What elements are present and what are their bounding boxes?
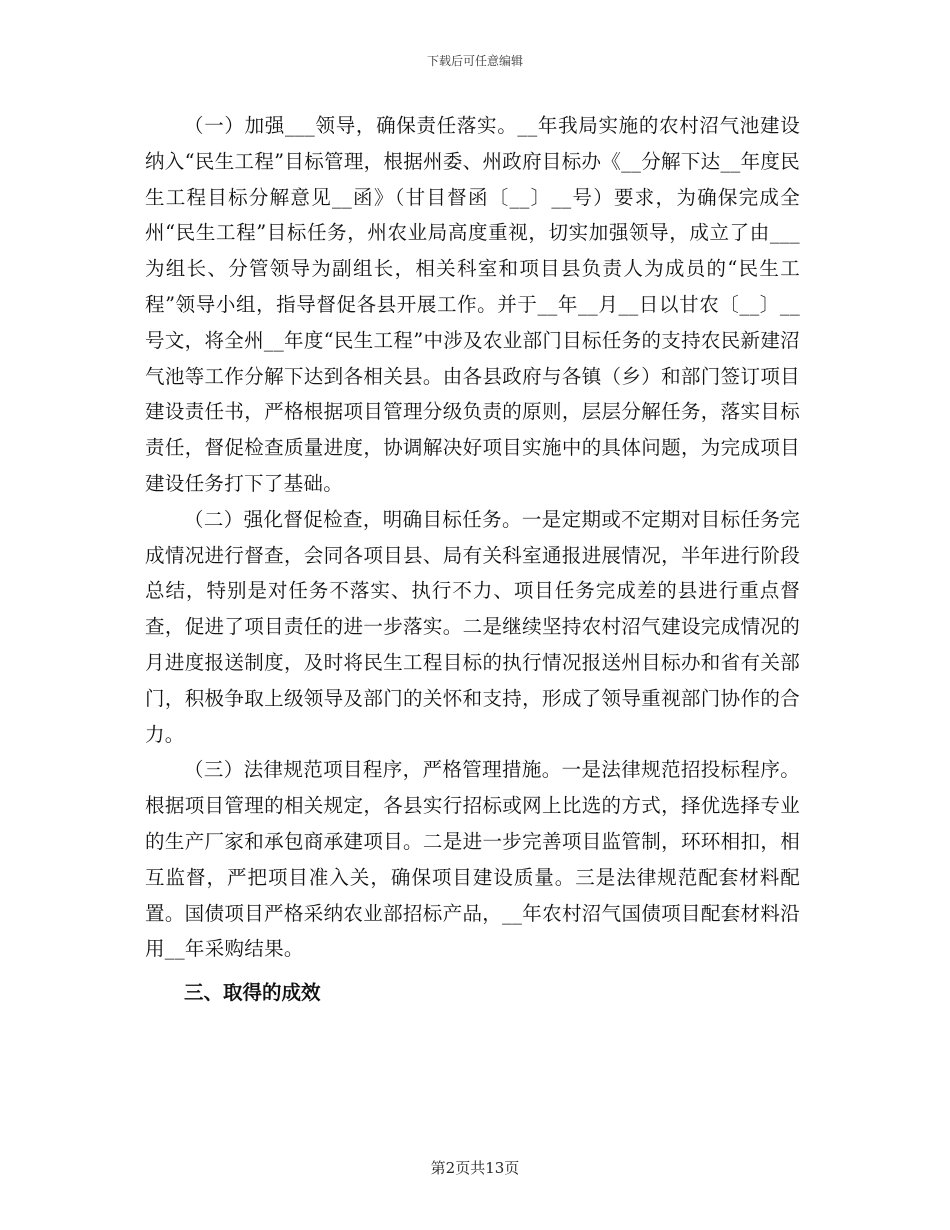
paragraph-project-procedures: （三）法律规范项目程序，严格管理措施。一是法律规范招投标程序。根据项目管理的相关规定，各县实行招标或网上比选的方式，择优选择专业的生产厂家和承包商承建项目。二是进一步完善项目监管制，环环相扣，相互监督，严把项目准入关，确保项目建设质量。三是法律规范配套材料配置。国债项目严格采纳农业部招标产品，__年农村沼气国债项目配套材料沿用__年采购结果。 [145, 758, 800, 961]
page-header: 下载后可任意编辑 [426, 54, 523, 68]
page-footer: 第2页共13页 [430, 1159, 520, 1177]
paragraph-supervision-inspection: （二）强化督促检查，明确目标任务。一是定期或不定期对目标任务完成情况进行督查，会同各项目县、局有关科室通报进展情况，半年进行阶段总结，特别是对任务不落实、执行不力、项目任务完成差的县进行重点督查，促进了项目责任的进一步落实。二是继续坚持农村沼气建设完成情况的月进度报送制度，及时将民生工程目标的执行情况报送州目标办和省有关部门，积极争取上级领导及部门的关怀和支持，形成了领导重视部门协作的合力。 [145, 507, 800, 746]
paragraph-strengthen-leadership: （一）加强___领导，确保责任落实。__年我局实施的农村沼气池建设纳入“民生工程”目标管理，根据州委、州政府目标办《__分解下达__年度民生工程目标分解意见__函》（甘目督函〔__〕__号）要求，为确保完成全州“民生工程”目标任务，州农业局高度重视，切实加强领导，成立了由___为组长、分管领导为副组长，相关科室和项目县负责人为成员的“民生工程”领导小组，指导督促各县开展工作。并于__年__月__日以甘农〔__〕__号文，将全州__年度“民生工程”中涉及农业部门目标任务的支持农民新建沼气池等工作分解下达到各相关县。由各县政府与各镇（乡）和部门签订项目建设责任书，严格根据项目管理分级负责的原则，层层分解任务，落实目标责任，督促检查质量进度，协调解决好项目实施中的具体问题，为完成项目建设任务打下了基础。 [145, 114, 800, 495]
section-heading-results: 三、取得的成效 [184, 981, 321, 1005]
document-body [145, 108, 800, 1011]
